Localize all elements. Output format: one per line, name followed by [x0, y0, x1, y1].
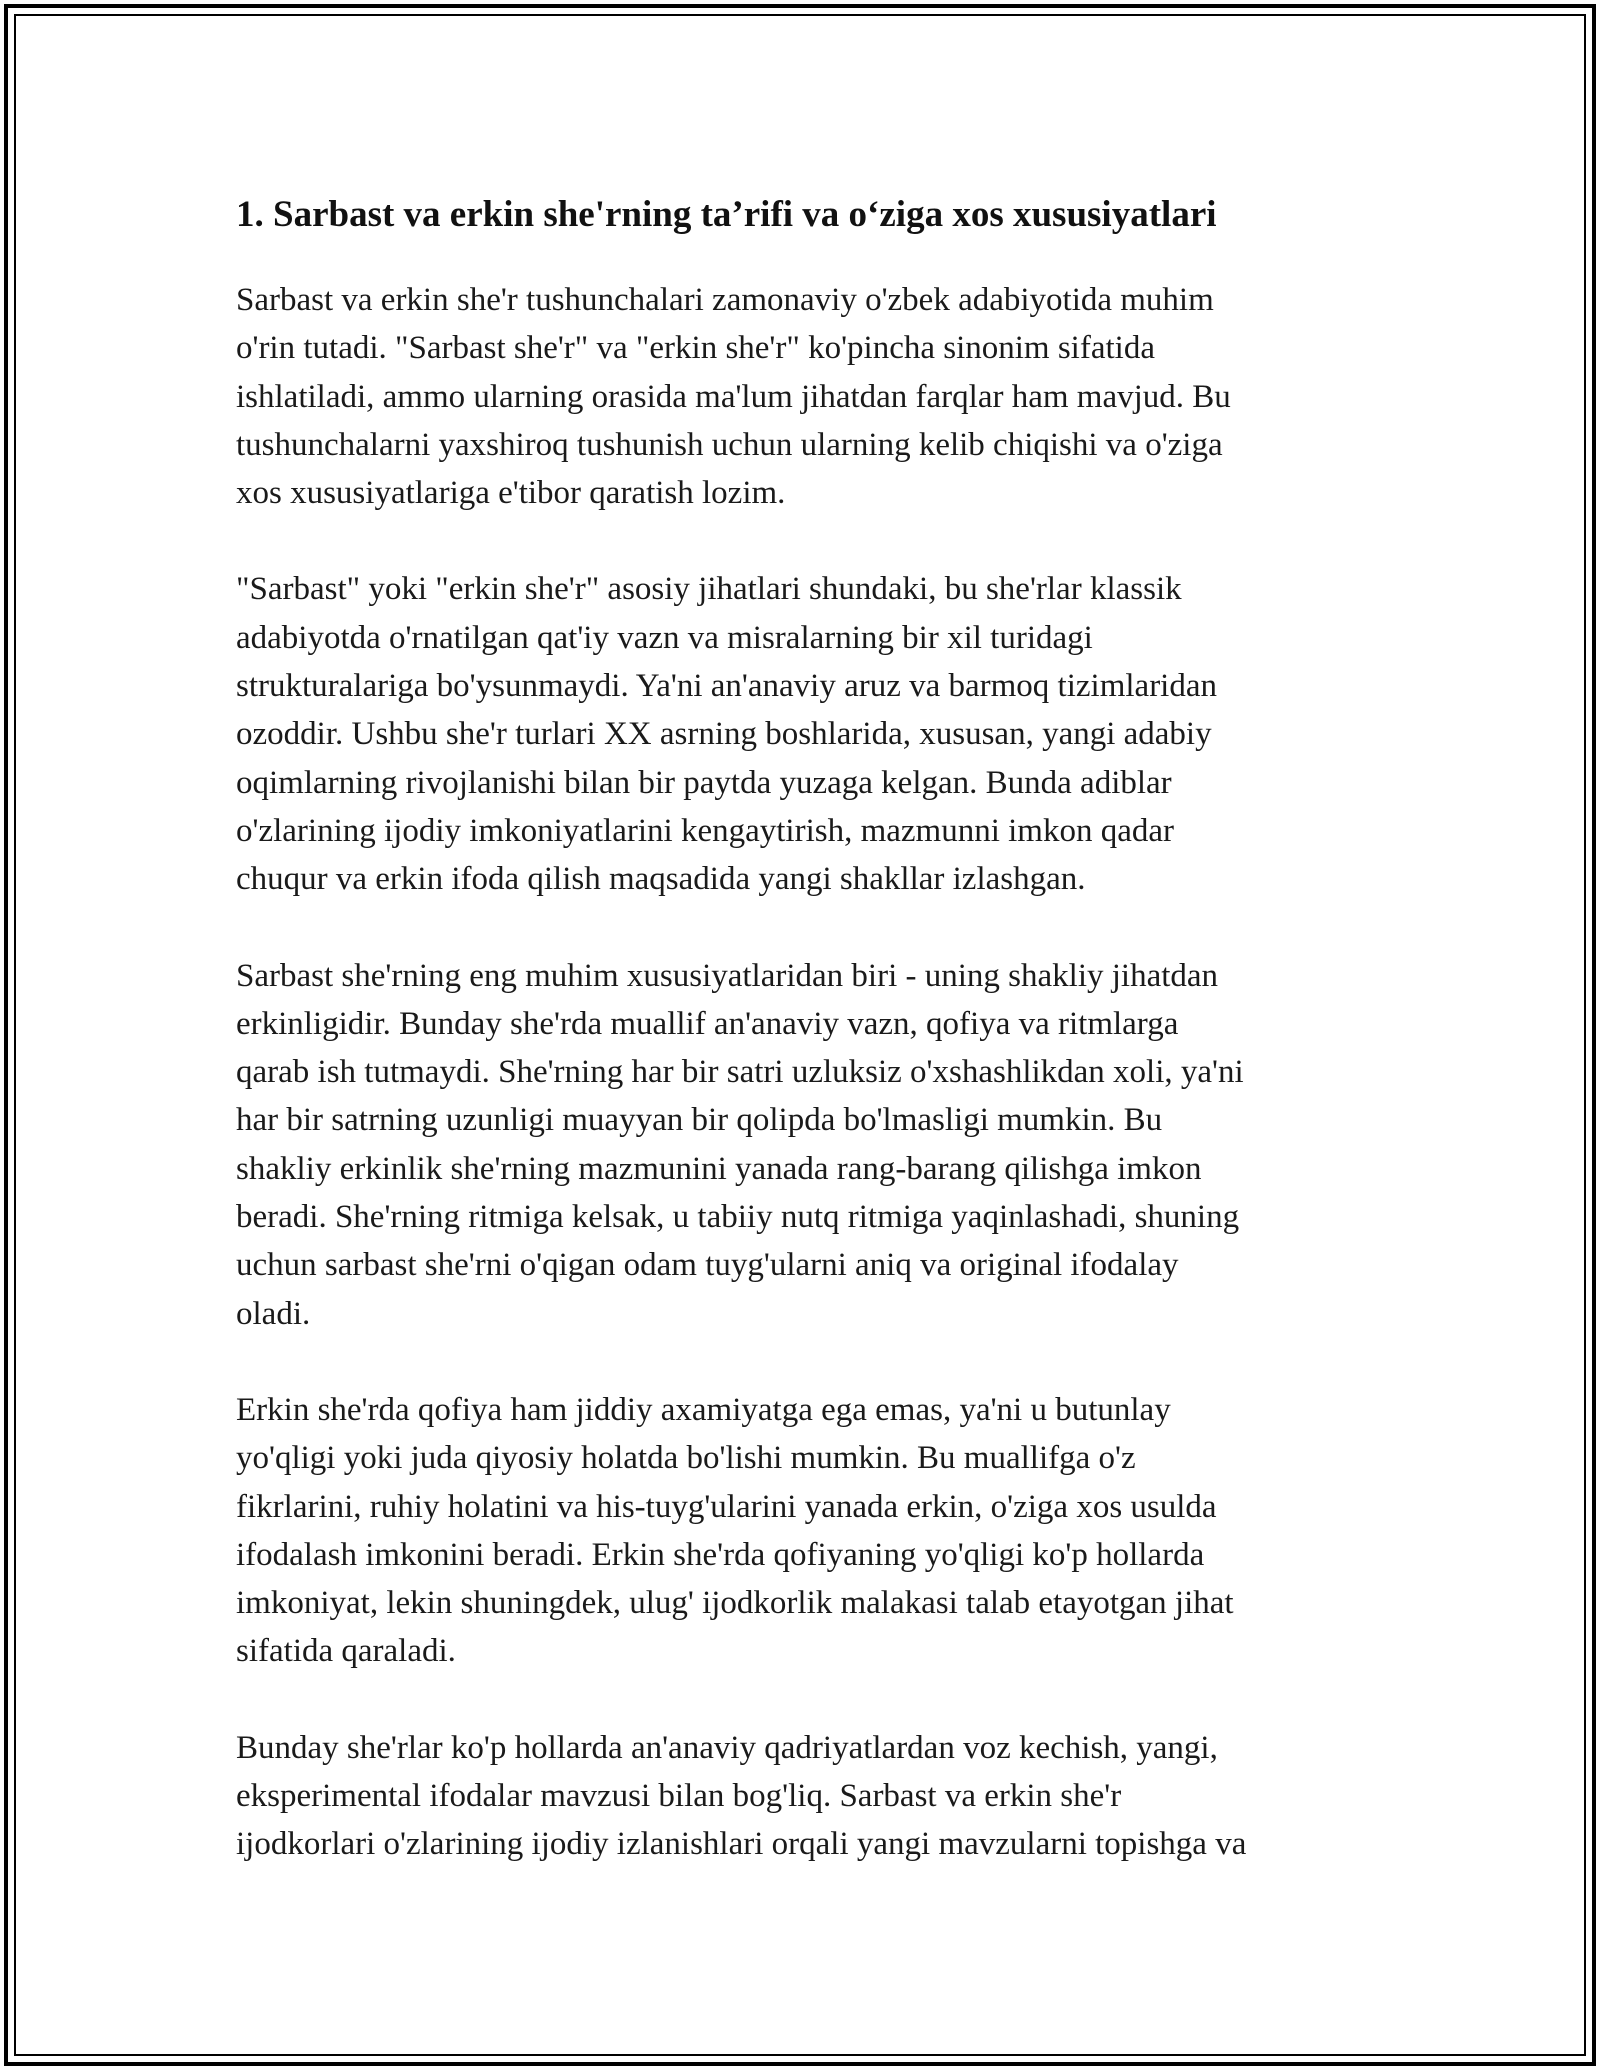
- text-line: tushunchalarni yaxshiroq tushunish uchun ularning kelib chiqishi va o'ziga: [236, 426, 1223, 463]
- paragraph-5: [236, 1724, 1366, 1869]
- text-line: uchun sarbast she'rni o'qigan odam tuyg'ularni aniq va original ifodalay: [236, 1247, 1179, 1284]
- text-line: o'rin tutadi. "Sarbast she'r" va "erkin she'r" ko'pincha sinonim sifatida: [236, 330, 1155, 367]
- text-line: "Sarbast" yoki "erkin she'r" asosiy jihatlari shundaki, bu she'rlar klassik: [236, 571, 1182, 608]
- text-line: oqimlarning rivojlanishi bilan bir paytda yuzaga kelgan. Bunda adiblar: [236, 764, 1172, 801]
- text-line: xos xususiyatlariga e'tibor qaratish lozim.: [236, 475, 786, 512]
- text-line: har bir satrning uzunligi muayyan bir qolipda bo'lmasligi mumkin. Bu: [236, 1102, 1163, 1139]
- text-line: sifatida qaraladi.: [236, 1633, 456, 1670]
- paragraph-2: [236, 565, 1366, 903]
- text-line: ishlatiladi, ammo ularning orasida ma'lum jihatdan farqlar ham mavjud. Bu: [236, 378, 1231, 415]
- text-line: beradi. She'rning ritmiga kelsak, u tabiiy nutq ritmiga yaqinlashadi, shuning: [236, 1199, 1240, 1236]
- text-line: eksperimental ifodalar mavzusi bilan bog'liq. Sarbast va erkin she'r: [236, 1778, 1122, 1815]
- text-line: oladi.: [236, 1295, 311, 1332]
- text-line: adabiyotda o'rnatilgan qat'iy vazn va misralarning bir xil turidagi: [236, 619, 1093, 656]
- text-line: ozoddir. Ushbu she'r turlari XX asrning boshlarida, xususan, yangi adabiy: [236, 716, 1212, 753]
- paragraph-1: [236, 276, 1366, 517]
- text-line: qarab ish tutmaydi. She'rning har bir satri uzluksiz o'xshashlikdan xoli, ya'ni: [236, 1054, 1244, 1091]
- text-line: imkoniyat, lekin shuningdek, ulug' ijodkorlik malakasi talab etayotgan jihat: [236, 1585, 1234, 1622]
- text-line: fikrlarini, ruhiy holatini va his-tuyg'ularini yanada erkin, o'ziga xos usulda: [236, 1488, 1217, 1525]
- text-line: ijodkorlari o'zlarining ijodiy izlanishlari orqali yangi mavzularni topishga va: [236, 1826, 1247, 1863]
- text-line: yo'qligi yoki juda qiyosiy holatda bo'lishi mumkin. Bu muallifga o'z: [236, 1440, 1136, 1477]
- paragraph-4: [236, 1386, 1366, 1676]
- text-line: chuqur va erkin ifoda qilish maqsadida yangi shakllar izlashgan.: [236, 861, 1086, 898]
- text-line: o'zlarining ijodiy imkoniyatlarini kengaytirish, mazmunni imkon qadar: [236, 812, 1175, 849]
- document-body: [236, 188, 1366, 1917]
- text-line: Sarbast she'rning eng muhim xususiyatlaridan biri - uning shakliy jihatdan: [236, 957, 1219, 994]
- text-line: Sarbast va erkin she'r tushunchalari zamonaviy o'zbek adabiyotida muhim: [236, 282, 1214, 318]
- text-line: strukturalariga bo'ysunmaydi. Ya'ni an'anaviy aruz va barmoq tizimlaridan: [236, 668, 1217, 705]
- text-line: ifodalash imkonini beradi. Erkin she'rda qofiyaning yo'qligi ko'p hollarda: [236, 1536, 1205, 1573]
- text-line: erkinligidir. Bunday she'rda muallif an'anaviy vazn, qofiya va ritmlarga: [236, 1005, 1179, 1042]
- section-heading: 1. Sarbast va erkin she'rning ta’rifi va o‘ziga xos xususiyatlari: [236, 194, 1217, 235]
- paragraph-3: [236, 952, 1366, 1338]
- text-line: Bunday she'rlar ko'p hollarda an'anaviy qadriyatlardan voz kechish, yangi,: [236, 1729, 1218, 1766]
- text-line: shakliy erkinlik she'rning mazmunini yanada rang-barang qilishga imkon: [236, 1150, 1202, 1187]
- text-line: Erkin she'rda qofiya ham jiddiy axamiyatga ega emas, ya'ni u butunlay: [236, 1391, 1171, 1428]
